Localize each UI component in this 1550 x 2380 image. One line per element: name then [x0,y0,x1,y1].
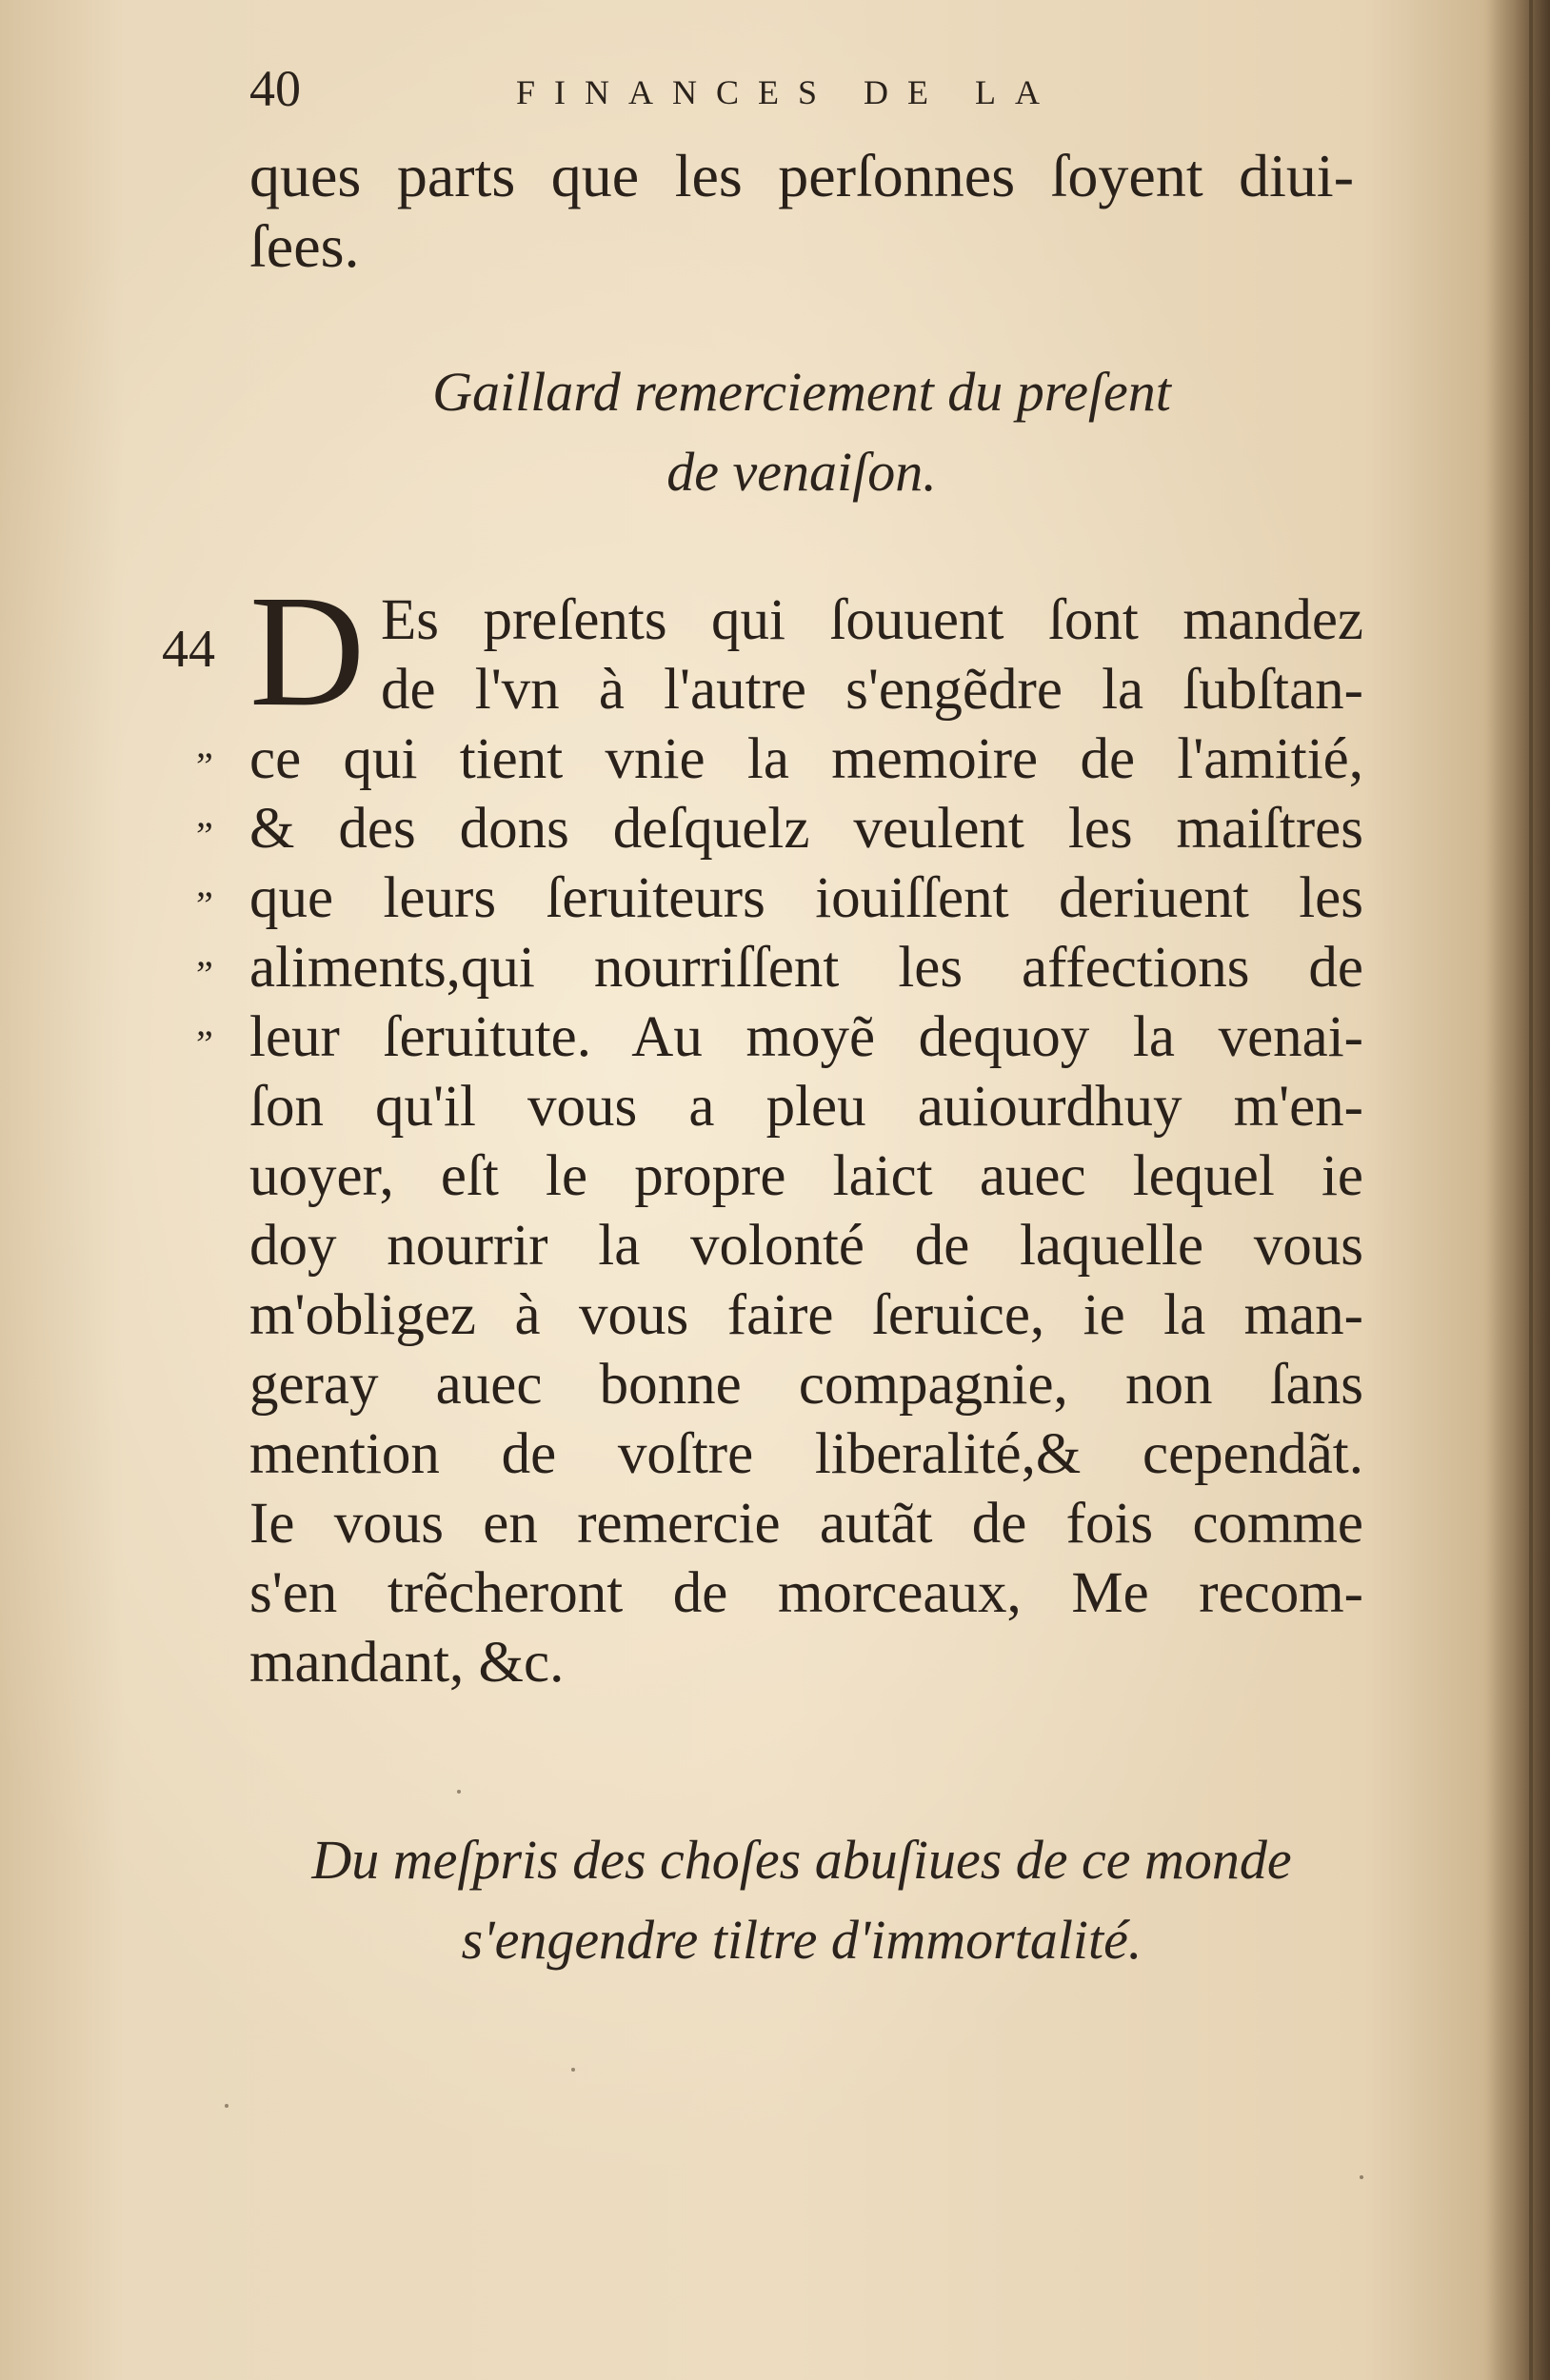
text-line: ce qui tient vnie la memoire de l'amitié, [249,727,1363,791]
quote-mark: ” [196,953,213,996]
paper-speck [1360,2175,1363,2179]
text-line: que leurs ſeruiteurs iouiſſent deriuent les [249,866,1363,930]
body-lines [249,724,1363,1697]
paper-speck [457,1790,461,1794]
drop-cap-lines [381,585,1363,724]
text-line: uoyer, eſt le propre laict auec lequel ie [249,1144,1363,1208]
text-line: ſees. [249,212,360,280]
paper-speck [225,2104,229,2108]
page-fore-edge [1529,0,1533,2380]
quote-mark: ” [196,883,213,926]
quotation-marks-column [196,731,253,1079]
text-line: mandant, &c. [249,1631,565,1695]
page-header [249,59,1202,126]
text-line: leur ſeruitute. Au moyẽ dequoy la venai- [249,1005,1363,1069]
continuation-text [249,141,1373,282]
quote-mark: ” [196,1022,213,1065]
text-line: geray auec bonne compagnie, non ſans [249,1353,1363,1417]
page-edge-shadow [1483,0,1550,2380]
drop-cap: D [249,563,366,740]
text-line: ques parts que les perſonnes ſoyent diui- [249,142,1354,209]
text-line: & des dons deſquelz veulent les maiſtres [249,797,1363,861]
letter-body [249,563,1363,1697]
text-line: mention de voſtre liberalité,& cependãt. [249,1422,1363,1486]
text-line: m'obligez à vous faire ſeruice, ie la man- [249,1283,1363,1347]
heading-line: de venaiſon. [666,441,937,503]
text-line: Es preſents qui ſouuent ſont mandez [381,588,1363,652]
text-line: s'en trẽcheront de morceaux, Me recom- [249,1561,1363,1625]
section-heading [249,1820,1354,1980]
paper-speck [571,2068,575,2072]
text-line: Ie vous en remercie autãt de fois comme [249,1492,1363,1556]
quote-mark: ” [196,744,213,787]
running-title: FINANCES DE LA [516,73,1060,111]
heading-line: Du meſpris des choſes abuſiues de ce monde [311,1829,1292,1891]
text-line: de l'vn à l'autre s'engẽdre la ſubſtan- [381,658,1363,722]
text-line: aliments,qui nourriſſent les affections de [249,936,1363,1000]
page-number: 40 [249,60,301,117]
text-line: doy nourrir la volonté de laquelle vous [249,1214,1363,1278]
quote-mark: ” [196,814,213,857]
text-line: ſon qu'il vous a pleu auiourdhuy m'en- [249,1075,1363,1139]
heading-line: s'engendre tiltre d'immortalité. [461,1909,1143,1971]
margin-number: 44 [162,620,215,679]
section-heading [249,352,1354,512]
heading-line: Gaillard remerciement du preſent [432,361,1171,423]
